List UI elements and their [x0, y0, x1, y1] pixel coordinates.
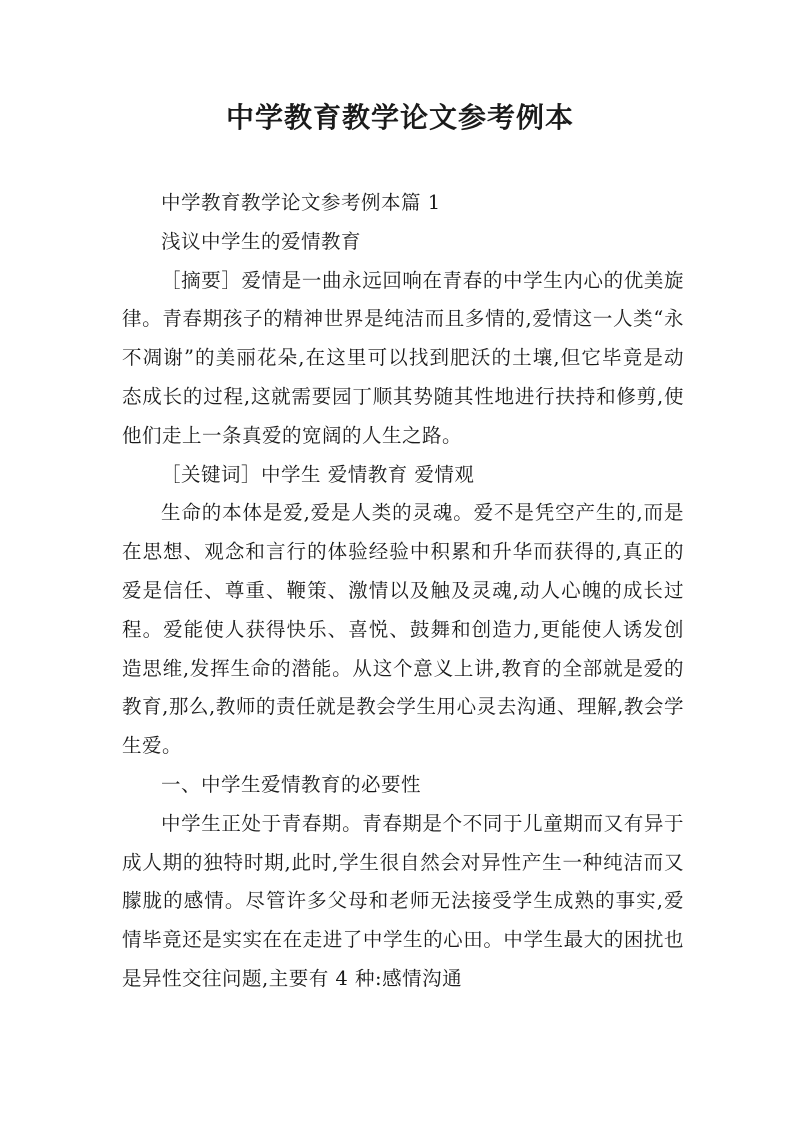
subsection-heading: 一、中学生爱情教育的必要性 — [161, 772, 422, 796]
section-heading: 中学教育教学论文参考例本篇 1 — [161, 191, 441, 214]
keywords-paragraph: ［关键词］中学生 爱情教育 爱情观 — [161, 462, 475, 486]
body-paragraph: 中学生正处于青春期。青春期是个不同于儿童期而又有异于成人期的独特时期,此时,学生很自然会对异性产生一种纯洁而又朦胧的感情。尽管许多父母和老师无法接受学生成熟的事实,爱情毕竟还是实实在在走进了中学生的心田。中学生最大的困扰也是异性交往问题,主要有 4 种:感情沟通 — [122, 811, 684, 990]
body-paragraph: 生命的本体是爱,爱是人类的灵魂。爱不是凭空产生的,而是在思想、观念和言行的体验经验中积累和升华而获得的,真正的爱是信任、尊重、鞭策、激情以及触及灵魂,动人心魄的成长过程。爱能使人获得快乐、喜悦、鼓舞和创造力,更能使人诱发创造思维,发挥生命的潜能。从这个意义上讲,教育的全部就是爱的教育,那么,教师的责任就是教会学生用心灵去沟通、理解,教会学生爱。 — [122, 501, 684, 758]
article-title: 浅议中学生的爱情教育 — [161, 229, 362, 253]
document-body — [122, 184, 684, 999]
abstract-paragraph: ［摘要］爱情是一曲永远回响在青春的中学生内心的优美旋律。青春期孩子的精神世界是纯洁而且多情的,爱情这一人类“永不凋谢”的美丽花朵,在这里可以找到肥沃的土壤,但它毕竟是动态成长的过程,这就需要园丁顺其势随其性地进行扶持和修剪,使他们走上一条真爱的宽阔的人生之路。 — [122, 268, 684, 447]
document-title: 中学教育教学论文参考例本 — [225, 101, 574, 134]
